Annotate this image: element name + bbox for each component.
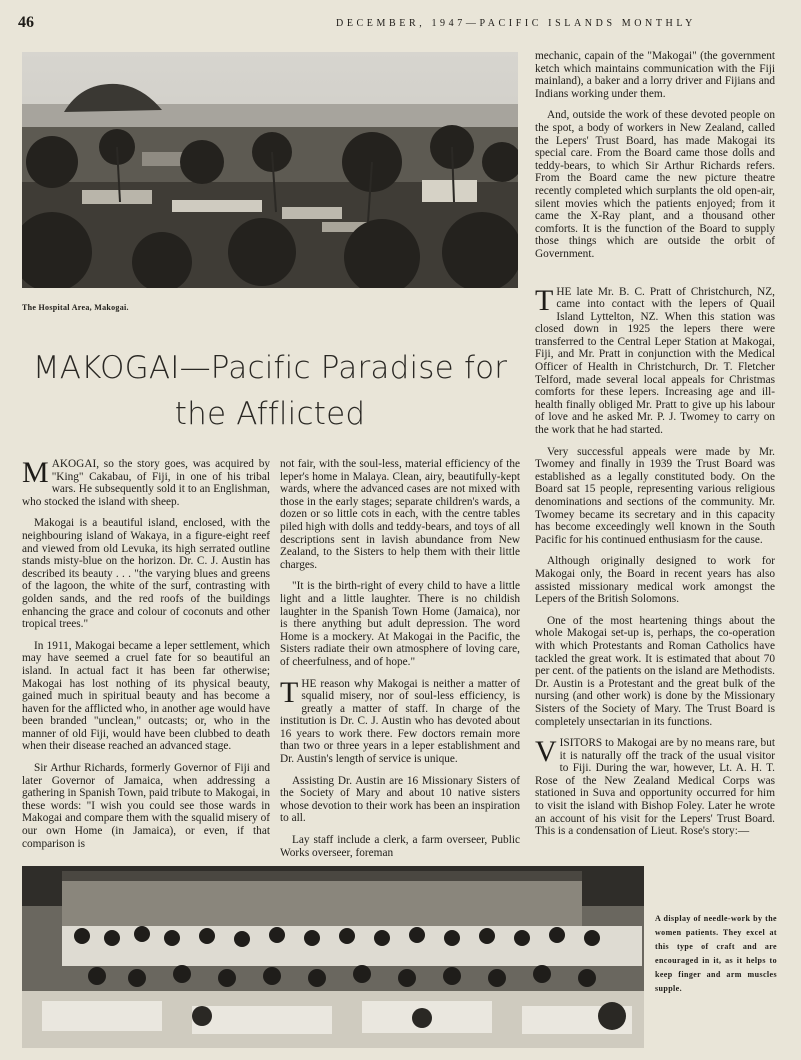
paragraph-text: ISITORS to Makogai are by no means rare, but it is naturally off the track of the usual visitor to Fiji. During the war, however, Lt. A. H. T. Rose of the New Zealand Medical Corps was stationed in Suva and opportunity occurred for him to visit the island with Bishop Foley. Later he wrote an account of his visit for the Lepers' Trust Board. This is a condensation of Lieut. Rose's story:— bbox=[535, 737, 775, 838]
paragraph-text: AKOGAI, so the story goes, was acquired by "King" Cakabau, of Fiji, in one of his tribal wars. He subsequently sold it to an Englishman, who stocked the island with sheep. bbox=[22, 458, 270, 508]
page-number: 46 bbox=[18, 14, 34, 31]
paragraph bbox=[280, 675, 520, 766]
headline-line-1: MAKOGAI—Pacific Paradise for bbox=[32, 350, 508, 386]
paragraph: Lay staff include a clerk, a farm overseer, Public Works overseer, foreman bbox=[280, 834, 520, 859]
drop-cap: M bbox=[22, 456, 49, 489]
article-column-1 bbox=[22, 458, 270, 859]
paragraph bbox=[535, 283, 775, 437]
paragraph: mechanic, capain of the "Makogai" (the government ketch which maintains communication with the Fiji mainland), a baker and a lorry driver and Fijians and Indians working under them. bbox=[535, 50, 775, 100]
article-column-2 bbox=[280, 458, 520, 868]
paragraph: Very successful appeals were made by Mr. Twomey and finally in 1939 the Trust Board was established as a legally constituted body. On the Board sat 15 people, representing various religious denominations and sections of the community. Mr. Twomey became its secretary and in this capacity has become exceedingly well known in the South Pacific for his continued enthusiasm for the cause. bbox=[535, 445, 775, 546]
paragraph: Makogai is a beautiful island, enclosed, with the neighbouring island of Wakaya, in a figure-eight reef and viewed from old Levuka, its high serrated outline stands misty-blue on the horizon. Dr. C. J. Austin has described its beauty . . . "the varying blues and greens of the lagoon, the white of the surf, contrasting with golden sands, and the red roofs of the buildings enhancing the grace and colour of coconuts and other tropical trees." bbox=[22, 517, 270, 631]
article-column-3 bbox=[535, 50, 775, 847]
article-headline bbox=[20, 345, 520, 437]
running-header: DECEMBER, 1947—PACIFIC ISLANDS MONTHLY bbox=[336, 18, 696, 29]
paragraph: not fair, with the soul-less, material efficiency of the leper's home in Malaya. Clean, airy, beautifully-kept wards, where the advanced cases are not mixed with those in the early stages; separate children's wards, a dozen or so little cots in each, with the centre tables piled high with dolls and teddy-bears, and toys of all descriptions sent in lavish abundance from New Zealand, to the Sisters to help them with their little charges. bbox=[280, 458, 520, 571]
paragraph: In 1911, Makogai became a leper settlement, which may have seemed a cruel fate for so beautiful an island. In actual fact it has been far otherwise; Makogai has lost nothing of its physical beauty, gained much in spiritual beauty and has become a haven for the afflicted who, in another age would have been branded "unclean," outcasts; or, who in the manner of old Fiji, would have been clubbed to death when their disease reached an advanced stage. bbox=[22, 639, 270, 753]
paragraph bbox=[535, 737, 775, 838]
paragraph: Sir Arthur Richards, formerly Governor of Fiji and later Governor of Jamaica, when addressing a gathering in Spanish Town, paid tribute to Makogai, in these words: "I wish you could see those wards in Makogai and compare them with the squalid misery of our own Home (in Jamaica), or even, if that comparison is bbox=[22, 762, 270, 850]
paragraph: One of the most heartening things about the whole Makogai set-up is, perhaps, the co-operation with which Protestants and Roman Catholics have tackled the great work. It is estimated that about 70 per cent. of the patients on the island are Methodists. Dr. Austin is a Protestant and the great bulk of the nursing (and other work) is done by the Missionary Sisters of the Society of Mary. The Trust Board is completely unsectarian in its functions. bbox=[535, 614, 775, 728]
paragraph: And, outside the work of these devoted people on the spot, a body of workers in New Zealand, called the Lepers' Trust Board, has made Makogai its special care. From the Board came those dolls and teddy-bears, to which Sir Arthur Richards refers. From the Board came the new picture theatre recently completed which surplants the old open-air, silent movies which the patients enjoyed; from it came the X-Ray plant, and a thousand other comforts. It is the function of the Board to supply those things which are outside the orbit of Government. bbox=[535, 109, 775, 260]
top-photo-caption: The Hospital Area, Makogai. bbox=[22, 303, 129, 312]
paragraph: Assisting Dr. Austin are 16 Missionary Sisters of the Society of Mary and about 10 native sisters whose devotion to their work has been an inspiration to all. bbox=[280, 774, 520, 825]
drop-cap: T bbox=[280, 675, 299, 709]
paragraph: "It is the birth-right of every child to have a little light and a little laughter. There is no childish laughter in the Spanish Town Home (Jamaica), nor is there anything but adult depression. The word Home is a mockery. At Makogai in the Pacific, the Sisters radiate their own atmosphere of loving care, of cheerfulness, and of hope." bbox=[280, 580, 520, 668]
hospital-area-photo bbox=[22, 52, 518, 288]
headline-line-2: the Afflicted bbox=[174, 396, 366, 432]
paragraph-text: HE reason why Makogai is neither a matter of squalid misery, nor of soul-less efficiency, is greatly a matter of staff. In charge of the institution is Dr. C. J. Austin who has devoted about 16 years to work there. Few doctors remain more than two or three years in a leper establishment and Dr. Austin's length of service is unique. bbox=[280, 677, 520, 766]
paragraph-text: HE late Mr. B. C. Pratt of Christchurch, NZ, came into contact with the lepers of Quail Island Lyttelton, NZ. When this station was closed down in 1925 the lepers there were transferred to the Central Leper Station at Makogai, Fiji, and Mr. Pratt in conjunction with the Medical Officer of Health in Christchurch, Dr. T. Fletcher Telford, made several local appeals for Christmas comforts for these lepers. Increasing age and ill-health finally obliged Mr. Pratt to give up his labour of love and he asked Mr. P. J. Twomey to carry on the work that he had started. bbox=[535, 285, 775, 437]
paragraph bbox=[22, 458, 270, 508]
paragraph: Although originally designed to work for Makogai only, the Board in recent years has also assisted missionary medical work amongst the Lepers of the British Solomons. bbox=[535, 555, 775, 606]
bottom-photo-caption: A display of needle-work by the women patients. They excel at this type of craft and are encouraged in it, as it helps to keep finger and arm muscles supple. bbox=[655, 914, 777, 993]
needlework-display-photo bbox=[22, 866, 644, 1048]
drop-cap: T bbox=[535, 283, 554, 317]
drop-cap: V bbox=[535, 735, 557, 769]
